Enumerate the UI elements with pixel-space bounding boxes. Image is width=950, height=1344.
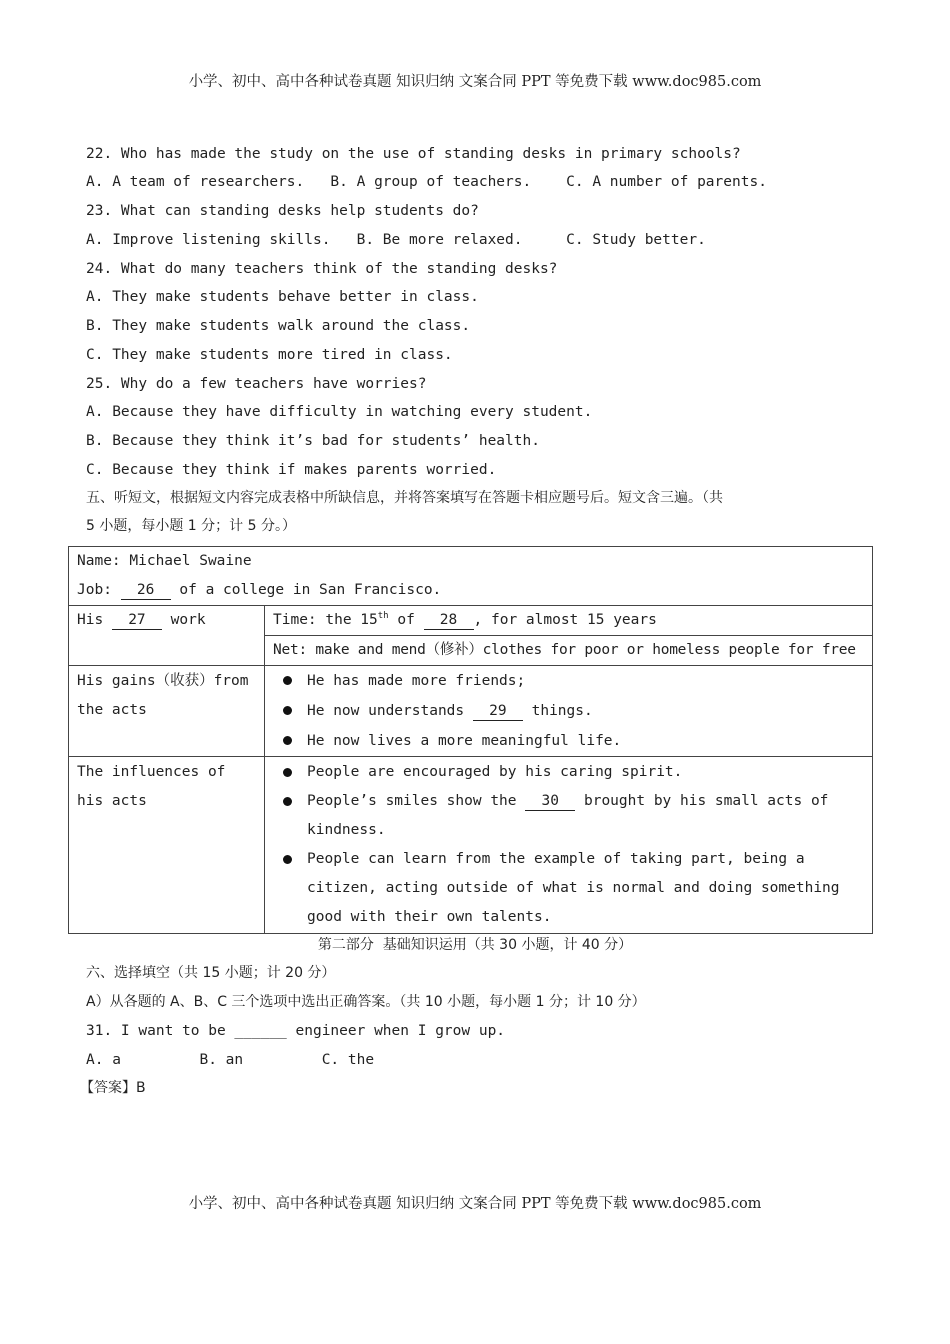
time-of: of bbox=[388, 612, 424, 628]
section-5-instructions-line1: 五、听短文，根据短文内容完成表格中所缺信息，并将答案填写在答题卡相应题号后。短文含三遍。（共 bbox=[86, 490, 723, 506]
gain-item-1: He has made more friends; bbox=[273, 666, 864, 696]
question-25-option-b: B. Because they think it’s bad for students’ health. bbox=[86, 433, 540, 449]
influences-label: The influences of his acts bbox=[69, 757, 265, 934]
name-line: Name: Michael Swaine bbox=[77, 553, 252, 569]
page-header: 小学、初中、高中各种试卷真题 知识归纳 文案合同 PPT 等免费下载 www.doc985.com bbox=[188, 74, 762, 90]
time-superscript: th bbox=[377, 611, 389, 622]
blank-30: 30 bbox=[525, 793, 575, 811]
table-row bbox=[69, 606, 873, 636]
table-row bbox=[69, 666, 873, 757]
question-24: 24. What do many teachers think of the standing desks? bbox=[86, 261, 558, 277]
info-table bbox=[68, 546, 873, 934]
question-22: 22. Who has made the study on the use of standing desks in primary schools? bbox=[86, 146, 741, 162]
gain-item-3: He now lives a more meaningful life. bbox=[273, 726, 864, 756]
gain2-prefix: He now understands bbox=[307, 703, 473, 719]
question-31: 31. I want to be ______ engineer when I grow up. bbox=[86, 1023, 506, 1039]
his-suffix: work bbox=[161, 612, 206, 628]
question-24-option-c: C. They make students more tired in class. bbox=[86, 347, 453, 363]
job-prefix: Job: bbox=[77, 582, 121, 598]
table-row bbox=[69, 547, 873, 606]
blank-28: 28 bbox=[424, 612, 474, 630]
gain2-suffix: things. bbox=[522, 703, 593, 719]
net-text: Net: make and mend（修补）clothes for poor or homeless people for free bbox=[265, 636, 873, 666]
job-suffix: of a college in San Francisco. bbox=[170, 582, 442, 598]
part-2-title: 第二部分 基础知识运用（共 30 小题，计 40 分） bbox=[317, 937, 633, 953]
question-25-option-a: A. Because they have difficulty in watching every student. bbox=[86, 404, 593, 420]
inf2-prefix: People’s smiles show the bbox=[307, 793, 526, 809]
blank-27: 27 bbox=[112, 612, 162, 630]
his-prefix: His bbox=[77, 612, 112, 628]
question-25-option-c: C. Because they think if makes parents worried. bbox=[86, 462, 497, 478]
gains-label: His gains（收获）from the acts bbox=[69, 666, 265, 757]
answer-31: 【答案】B bbox=[80, 1080, 146, 1096]
table-row bbox=[69, 757, 873, 934]
blank-26: 26 bbox=[121, 582, 171, 600]
question-31-options: A. a B. an C. the bbox=[86, 1052, 375, 1068]
influence-item-1: People are encouraged by his caring spirit. bbox=[273, 758, 864, 787]
question-23: 23. What can standing desks help students do? bbox=[86, 203, 479, 219]
influence-item-3: People can learn from the example of taking part, being a citizen, acting outside of what is normal and doing something good with their own talents. bbox=[273, 845, 864, 932]
time-prefix: Time: the 15 bbox=[273, 612, 378, 628]
question-23-options: A. Improve listening skills. B. Be more relaxed. C. Study better. bbox=[86, 232, 706, 248]
section-5-instructions-line2: 5 小题，每小题 1 分；计 5 分。） bbox=[86, 518, 296, 534]
question-25: 25. Why do a few teachers have worries? bbox=[86, 376, 427, 392]
time-suffix: , for almost 15 years bbox=[473, 612, 657, 628]
section-6-title: 六、选择填空（共 15 小题；计 20 分） bbox=[86, 965, 336, 981]
blank-29: 29 bbox=[473, 703, 523, 721]
question-24-option-b: B. They make students walk around the class. bbox=[86, 318, 471, 334]
inf2-suffix: brought by his small acts of kindness. bbox=[307, 793, 829, 838]
page-footer: 小学、初中、高中各种试卷真题 知识归纳 文案合同 PPT 等免费下载 www.doc985.com bbox=[188, 1196, 762, 1212]
question-24-option-a: A. They make students behave better in class. bbox=[86, 289, 479, 305]
gain-item-2 bbox=[273, 696, 864, 726]
question-22-options: A. A team of researchers. B. A group of teachers. C. A number of parents. bbox=[86, 174, 767, 190]
job-line bbox=[77, 576, 864, 605]
section-a-instructions: A）从各题的 A、B、C 三个选项中选出正确答案。（共 10 小题，每小题 1 分；计 10 分） bbox=[86, 994, 646, 1010]
influence-item-2 bbox=[273, 787, 864, 845]
